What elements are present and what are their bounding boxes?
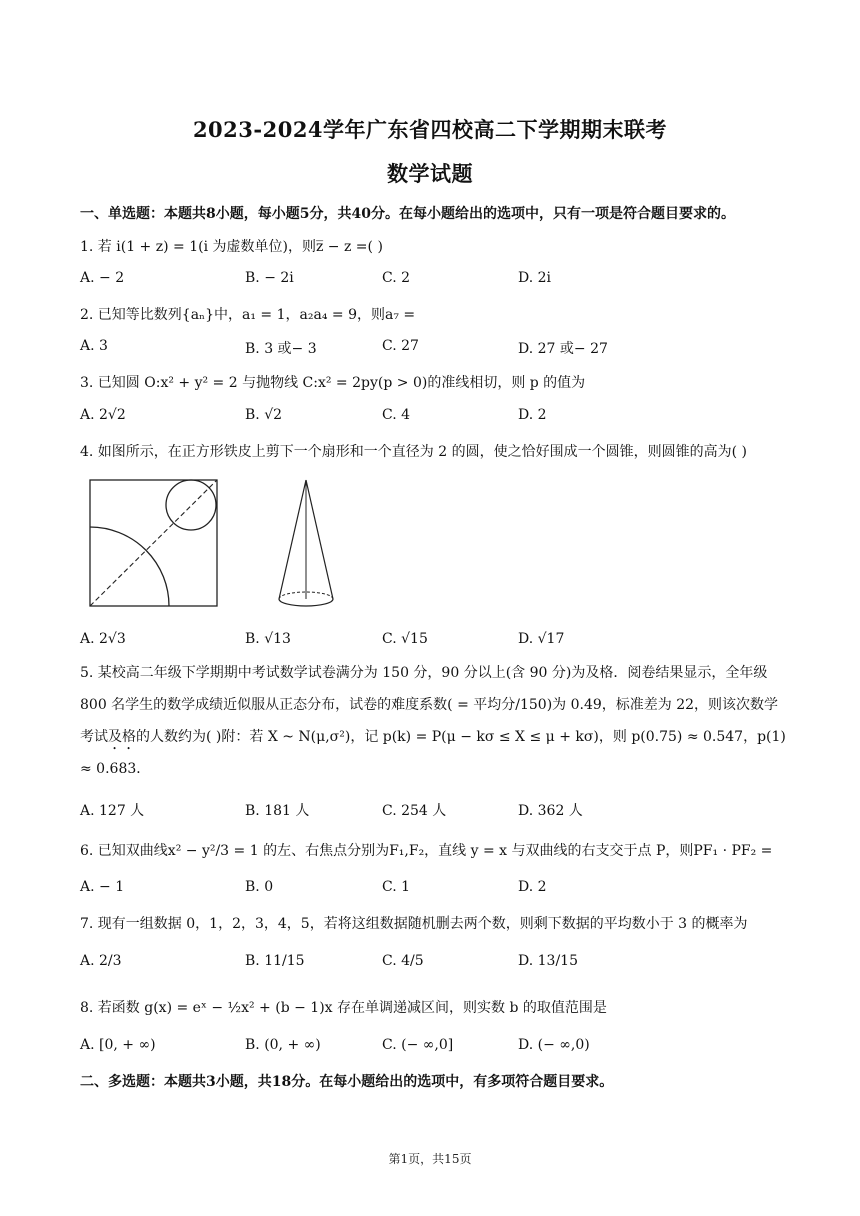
section-single-choice: 一、单选题：本题共8小题，每小题5分，共40分。在每小题给出的选项中，只有一项是符合题目要求的。 (80, 206, 735, 222)
option-d: D. 2 (518, 407, 547, 423)
question-5-options (80, 800, 780, 822)
square-sector-figure (86, 476, 222, 610)
option-a: A. − 2 (80, 270, 125, 286)
question-5-emphasis: 及格 (108, 729, 136, 745)
option-a: A. 3 (80, 338, 108, 354)
page-title: 2023-2024学年广东省四校高二下学期期末联考 (192, 117, 668, 142)
option-c: C. 27 (382, 338, 419, 354)
option-d: D. (− ∞,0) (518, 1037, 590, 1053)
question-4: 4. 如图所示，在正方形铁皮上剪下一个扇形和一个直径为 2 的圆，使之恰好围成一个圆锥，则圆锥的高为( ) (80, 444, 747, 460)
option-a: A. − 1 (80, 879, 125, 895)
option-b: B. 0 (245, 879, 274, 895)
question-1: 1. 若 i(1 + z) = 1(i 为虚数单位)，则z̅ − z =( ) (80, 239, 383, 255)
question-5 (80, 657, 790, 785)
option-d: D. 2 (518, 879, 547, 895)
question-7-options (80, 953, 780, 975)
option-b: B. 181 人 (245, 803, 310, 819)
option-a: A. 2/3 (80, 953, 122, 969)
question-6: 6. 已知双曲线x² − y²/3 = 1 的左、右焦点分别为F₁,F₂，直线 y = x 与双曲线的右支交于点 P，则PF₁ · PF₂ = (80, 843, 773, 859)
question-2: 2. 已知等比数列{aₙ}中，a₁ = 1，a₂a₄ = 9，则a₇ = (80, 307, 416, 323)
option-d: D. 27 或− 27 (518, 341, 608, 357)
option-b: B. 11/15 (245, 953, 305, 969)
page-footer: 第1页，共15页 (388, 1152, 472, 1166)
option-c: C. √15 (382, 631, 428, 647)
cone-figure (272, 474, 344, 610)
option-b: B. √13 (245, 631, 291, 647)
option-d: D. 2i (518, 270, 552, 286)
option-c: C. 254 人 (382, 803, 447, 819)
question-4-options (80, 631, 780, 653)
section-multi-choice: 二、多选题：本题共3小题，共18分。在每小题给出的选项中，有多项符合题目要求。 (80, 1074, 614, 1090)
page-subtitle: 数学试题 (387, 161, 473, 186)
option-c: C. 1 (382, 879, 411, 895)
question-8: 8. 若函数 g(x) = eˣ − ½x² + (b − 1)x 存在单调递减区间，则实数 b 的取值范围是 (80, 1000, 607, 1016)
question-6-options (80, 879, 780, 901)
question-5-text-b: 的人数约为( )附：若 X ~ N(μ,σ²)，记 p(k) = P(μ − kσ ≤ X ≤ μ + kσ)，则 p(0.75) ≈ 0.547，p(1) ≈ 0.683． (80, 729, 786, 777)
question-3: 3. 已知圆 O:x² + y² = 2 与抛物线 C:x² = 2py(p > 0)的准线相切，则 p 的值为 (80, 375, 586, 391)
question-3-options (80, 407, 780, 429)
option-b: B. − 2i (245, 270, 294, 286)
option-b: B. (0, + ∞) (245, 1037, 321, 1053)
option-c: C. 4 (382, 407, 411, 423)
question-7: 7. 现有一组数据 0，1，2，3，4，5，若将这组数据随机删去两个数，则剩下数据的平均数小于 3 的概率为 (80, 916, 748, 932)
option-a: A. 2√2 (80, 407, 126, 423)
option-d: D. √17 (518, 631, 565, 647)
question-2-options (80, 338, 780, 360)
option-d: D. 13/15 (518, 953, 578, 969)
option-b: B. √2 (245, 407, 283, 423)
option-a: A. 127 人 (80, 803, 145, 819)
question-5-text-a: 5. 某校高二年级下学期期中考试数学试卷满分为 150 分，90 分以上(含 90 分)为及格．阅卷结果显示，全年级 800 名学生的数学成绩近似服从正态分布，试卷的难度系数( = 平均分/150)为 0.49，标准差为 22，则该次数学考试 (80, 665, 779, 745)
option-c: C. (− ∞,0] (382, 1037, 454, 1053)
option-a: A. 2√3 (80, 631, 126, 647)
option-b: B. 3 或− 3 (245, 341, 317, 357)
question-8-options (80, 1037, 780, 1059)
option-a: A. [0, + ∞) (80, 1037, 156, 1053)
option-c: C. 4/5 (382, 953, 424, 969)
option-d: D. 362 人 (518, 803, 583, 819)
option-c: C. 2 (382, 270, 411, 286)
question-1-options (80, 270, 780, 292)
